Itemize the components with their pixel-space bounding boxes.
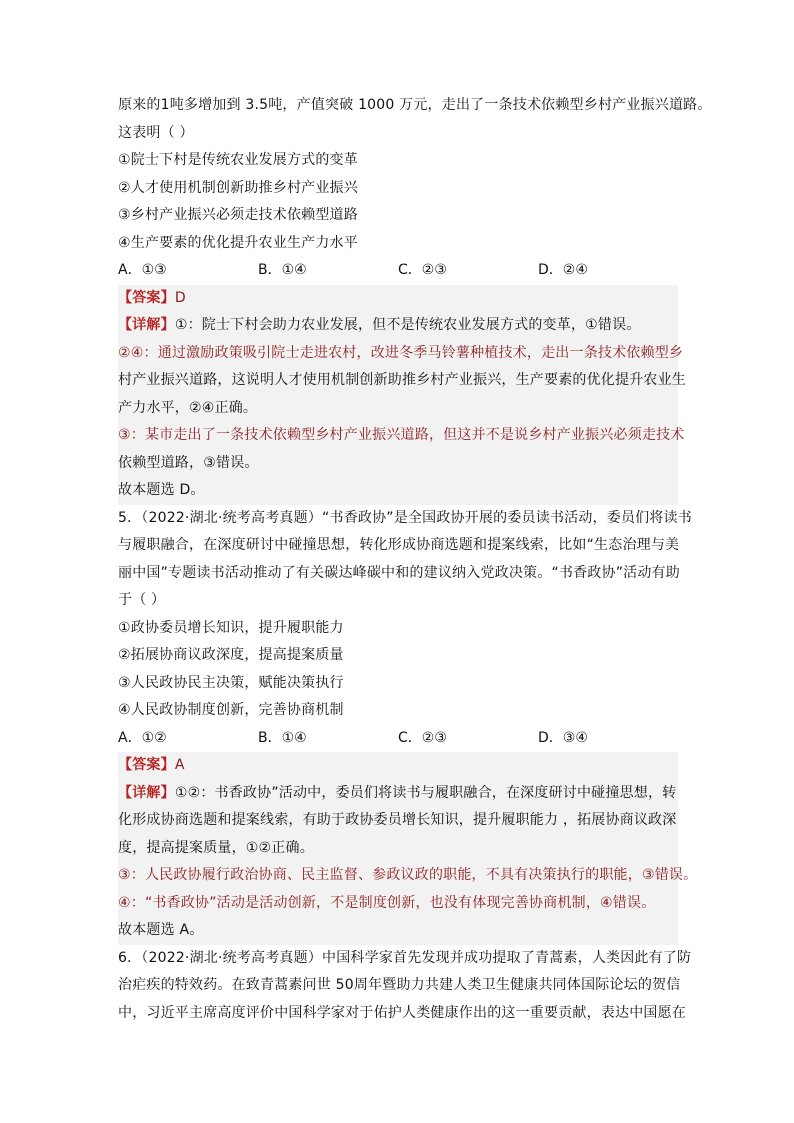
answer-tag: 【答案】 bbox=[118, 757, 175, 773]
q4-conclusion: 故本题选 D。 bbox=[118, 482, 205, 498]
q5-answer-line bbox=[118, 752, 678, 780]
q4-detail-line: 产力水平，②④正确。 bbox=[118, 399, 258, 416]
q5-options bbox=[118, 725, 678, 753]
q5-detail-text: ①②：书香政协”活动中，委员们将读书与履职融合，在深度研讨中碰撞思想，转 bbox=[174, 784, 677, 801]
q6-stem-line: 6．（2022·湖北·统考高考真题）中国科学家首先发现并成功提取了青蒿素，人类因此有了防 bbox=[118, 949, 692, 966]
q4-item: ②人才使用机制创新助推乡村产业振兴 bbox=[118, 179, 358, 196]
q4-answer-block bbox=[118, 285, 686, 505]
q4-item: ③乡村产业振兴必须走技术依赖型道路 bbox=[118, 207, 358, 223]
q5-item: ②拓展协商议政深度，提高提案质量 bbox=[118, 647, 344, 663]
q5-detail-line: ③：人民政协履行政治协商、民主监督、参政议政的职能，不具有决策执行的职能，③错误。 bbox=[118, 867, 698, 883]
q5-item: ④人民政协制度创新，完善协商机制 bbox=[118, 702, 344, 718]
q5-detail-line bbox=[118, 780, 678, 808]
q5-item: ③人民政协民主决策，赋能决策执行 bbox=[118, 674, 344, 691]
document-page bbox=[118, 92, 712, 1027]
q4-detail-line: 依赖型道路，③错误。 bbox=[118, 454, 259, 471]
detail-tag: 【详解】 bbox=[118, 317, 175, 333]
q4-detail-line bbox=[118, 312, 678, 340]
detail-tag: 【详解】 bbox=[118, 784, 175, 801]
q4-answer-line bbox=[118, 285, 678, 313]
q6-stem-line: 治疟疾的特效药。在致青蒿素问世 50周年暨助力共建人类卫生健康共同体国际论坛的贺信 bbox=[118, 977, 681, 993]
q5-option-a: A．①② bbox=[118, 729, 167, 746]
q5-stem-line: 于（ ） bbox=[118, 592, 166, 608]
q5-option-d: D．③④ bbox=[538, 729, 588, 746]
q5-option-b: B．①④ bbox=[258, 729, 307, 746]
q4-stem-line: 这表明（ ） bbox=[118, 124, 194, 141]
q4-detail-text: ①：院士下村会助力农业发展，但不是传统农业发展方式的变革，①错误。 bbox=[174, 317, 641, 333]
q5-answer-block bbox=[118, 752, 698, 945]
q5-option-c: C．②③ bbox=[398, 729, 447, 746]
q5-item: ①政协委员增长知识，提升履职能力 bbox=[118, 619, 344, 636]
q5-detail-line: 度，提高提案质量，①②正确。 bbox=[118, 839, 314, 856]
q5-detail-line: 化形成协商选题和提案线索，有助于政协委员增长知识，提升履职能力 ，拓展协商议政深 bbox=[118, 812, 677, 828]
q4-option-d: D．②④ bbox=[538, 262, 588, 278]
q5-detail-line: ④：“书香政协”活动是活动创新，不是制度创新，也没有体现完善协商机制，④错误。 bbox=[118, 894, 656, 911]
q4-item: ①院士下村是传统农业发展方式的变革 bbox=[118, 152, 358, 168]
q6-stem-line: 中，习近平主席高度评价中国科学家对于佑护人类健康作出的这一重要贡献，表达中国愿在 bbox=[118, 1004, 686, 1021]
q4-options bbox=[118, 257, 678, 285]
q5-stem-line: 5．（2022·湖北·统考高考真题）“书香政协”是全国政协开展的委员读书活动，委员们将读书 bbox=[118, 509, 692, 526]
q5-stem-line: 丽中国”专题读书活动推动了有关碳达峰碳中和的建议纳入党政决策。“书香政协”活动有助 bbox=[118, 564, 680, 581]
answer-tag: 【答案】 bbox=[118, 289, 175, 306]
q4-item: ④生产要素的优化提升农业生产力水平 bbox=[118, 234, 358, 251]
q4-answer: D bbox=[174, 289, 186, 306]
q5-conclusion: 故本题选 A。 bbox=[118, 922, 204, 938]
q4-stem-line: 原来的1吨多增加到 3.5吨，产值突破 1000 万元，走出了一条技术依赖型乡村产业振兴道路。 bbox=[118, 97, 712, 113]
q4-detail-line: ③：某市走出了一条技术依赖型乡村产业振兴道路，但这并不是说乡村产业振兴必须走技术 bbox=[118, 427, 685, 443]
q4-option-b: B．①④ bbox=[258, 262, 307, 278]
q4-option-a: A．①③ bbox=[118, 262, 167, 278]
q5-stem-line: 与履职融合，在深度研讨中碰撞思想，转化形成协商选题和提案线索，比如“生态治理与美 bbox=[118, 537, 680, 553]
q4-detail-line: 村产业振兴道路，这说明人才使用机制创新助推乡村产业振兴，生产要素的优化提升农业生 bbox=[118, 372, 686, 388]
q4-detail-line: ②④：通过激励政策吸引院士走进农村，改进冬季马铃薯种植技术，走出一条技术依赖型乡 bbox=[118, 344, 684, 361]
q4-option-c: C．②③ bbox=[398, 262, 447, 278]
q5-answer: A bbox=[174, 757, 185, 773]
